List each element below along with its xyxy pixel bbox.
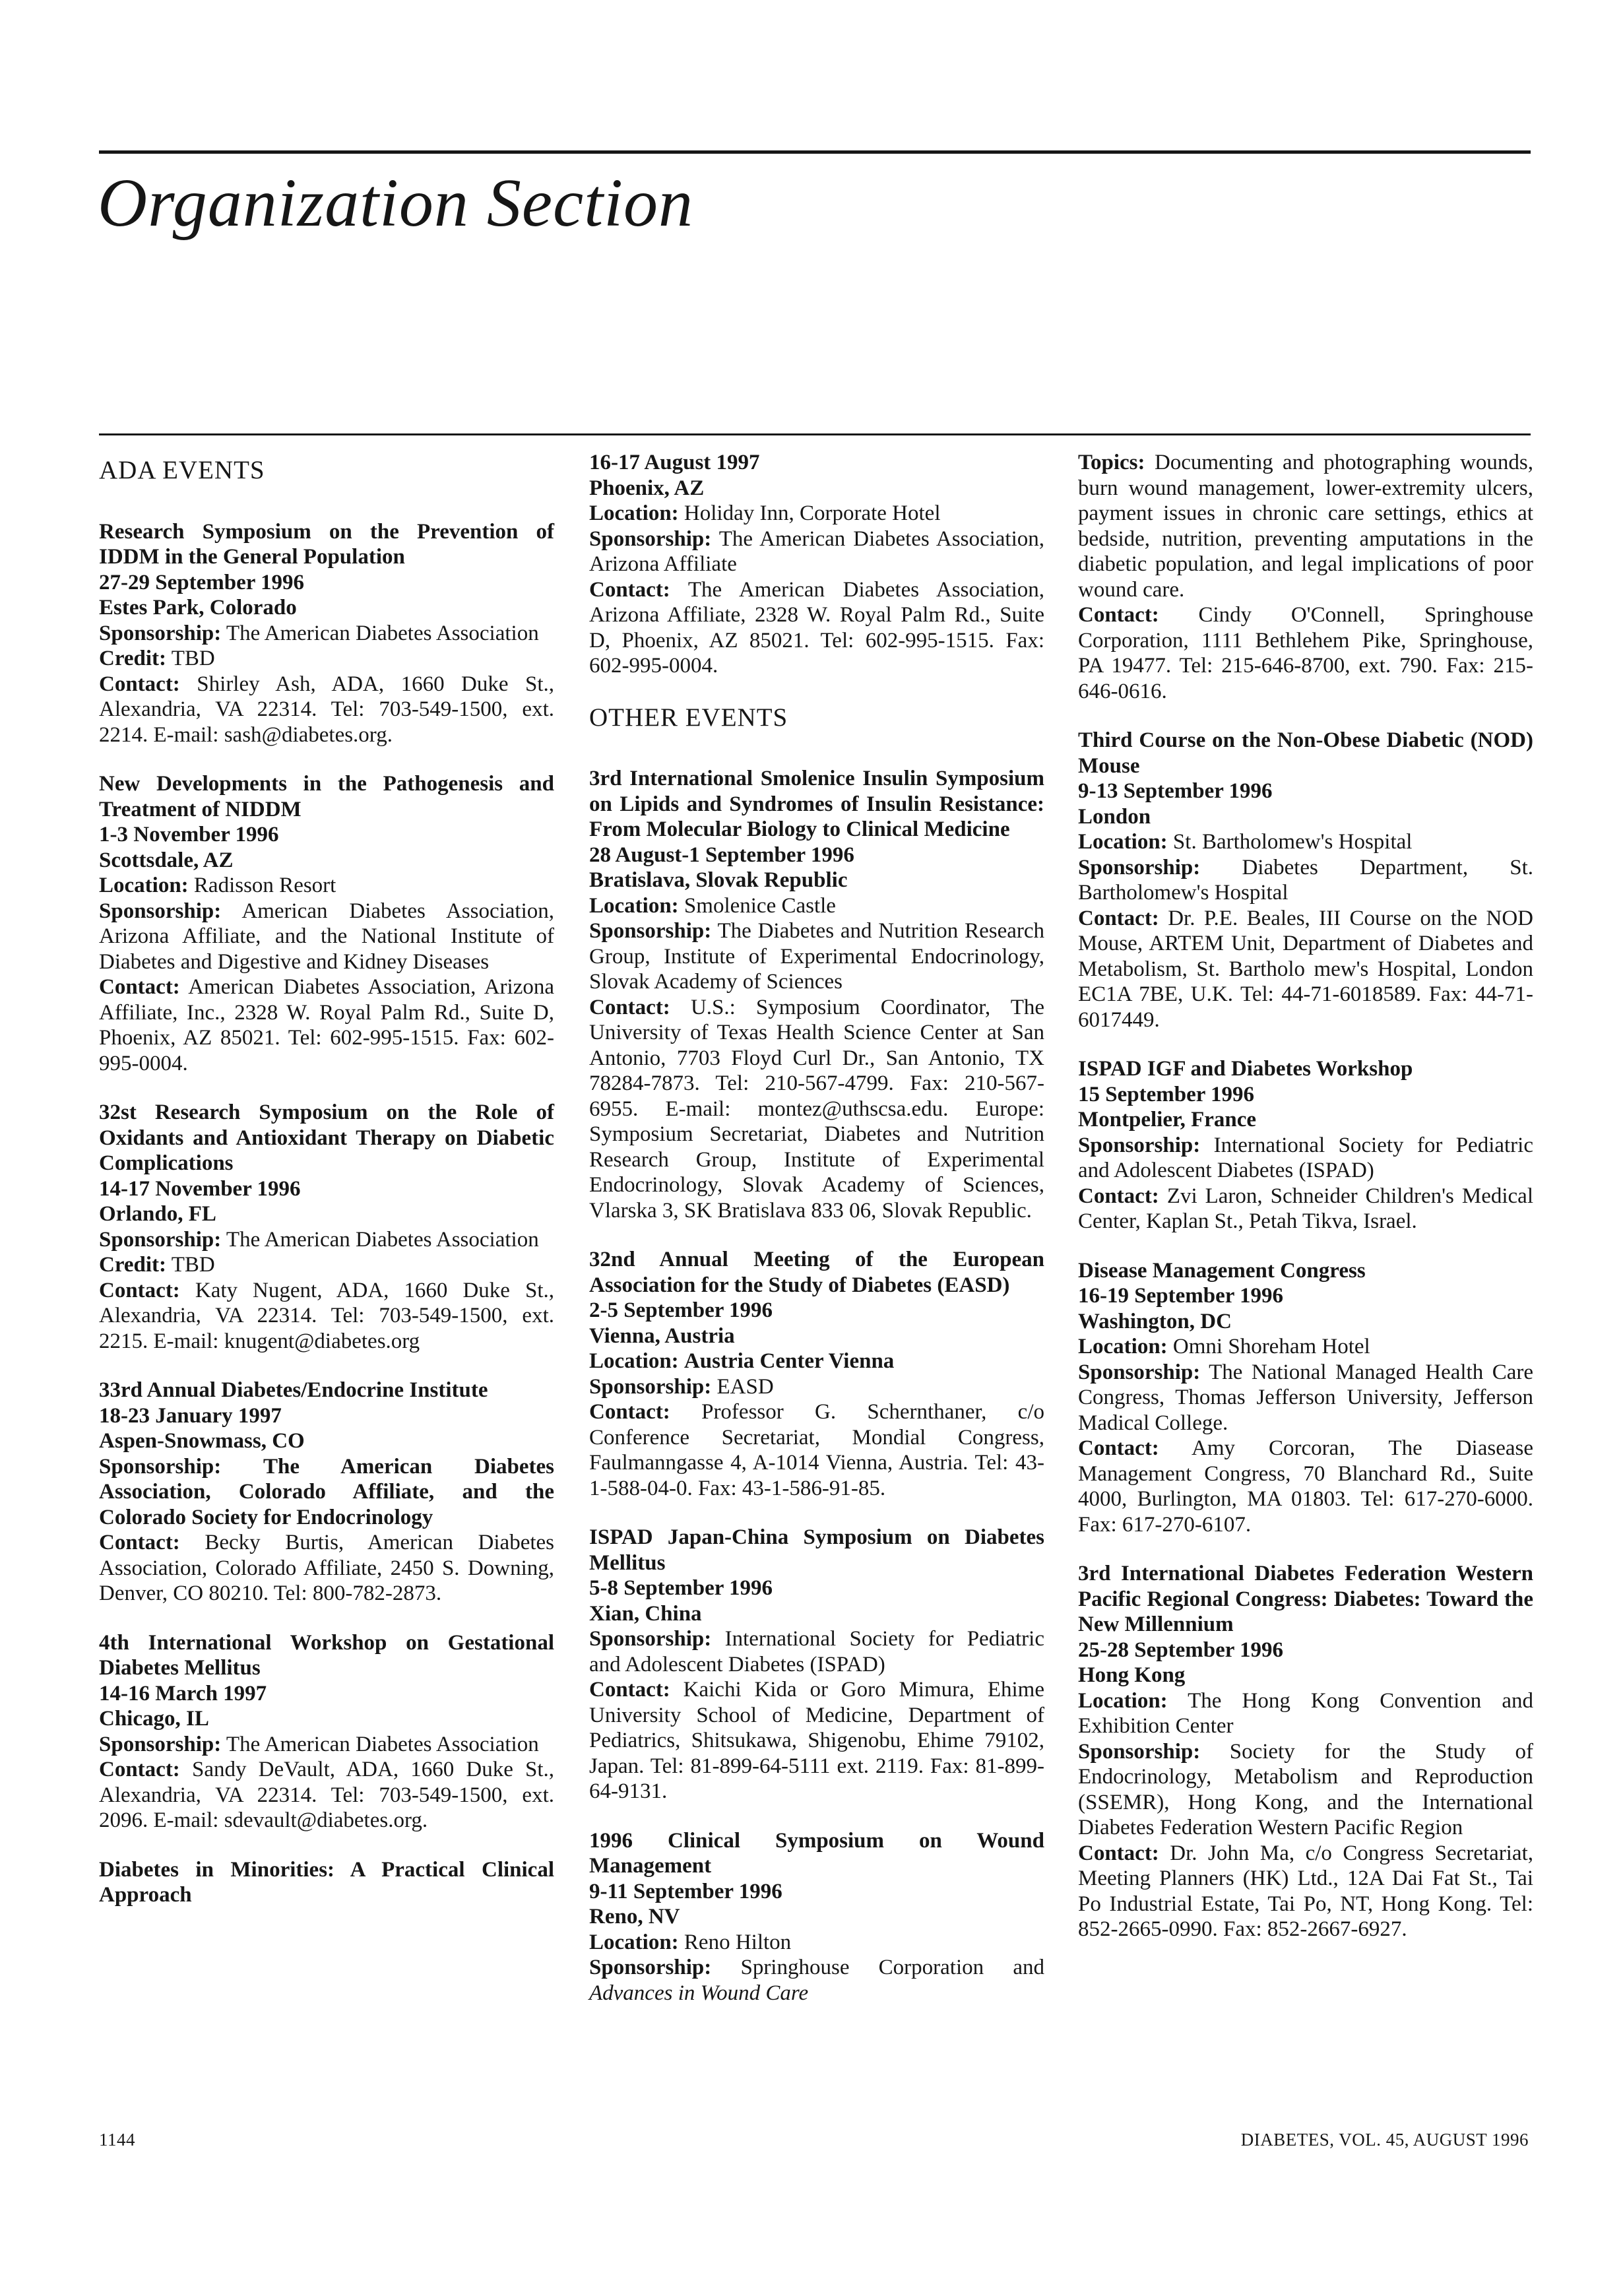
- field-label: Sponsorship:: [99, 1227, 222, 1252]
- event-place: Chicago, IL: [99, 1707, 209, 1731]
- field-value: Documenting and photographing wounds, burn wound management, lower-extremity ulcers, payment issues in chronic care settings, ethics at bedside, nutrition, preventing amputations in the diabetic population, and legal implications of poor wound care.: [1078, 451, 1533, 602]
- event-dates: 25-28 September 1996: [1078, 1638, 1284, 1662]
- field-value: TBD: [171, 1253, 215, 1277]
- field-value: U.S.: Symposium Coordinator, The University of Texas Health Science Center at San Antonio, 7703 Floyd Curl Dr., San Antonio, TX 78284-7873. Tel: 210-567-4799. Fax: 210-567-6955. E-mail: montez@uthscsa.edu. Europe: Symposium Secretariat, Diabetes and Nutrition Research Group, Institute of Experimental Endocrinology, Slovak Academy of Sciences, Vlarska 3, SK Bratislava 833 06, Slovak Republic.: [589, 995, 1045, 1223]
- field-value: American Diabetes Association, Arizona Affiliate, Inc., 2328 W. Royal Palm Rd., Suite D, Phoenix, AZ 85021. Tel: 602-995-1515. Fax: 602-995-0004.: [99, 975, 554, 1075]
- event-credit: [99, 646, 554, 672]
- field-label: Contact:: [1078, 1436, 1159, 1460]
- field-value: St. Bartholomew's Hospital: [1172, 830, 1413, 854]
- event-sponsorship: [589, 918, 1044, 995]
- event-entry: [99, 1630, 554, 1834]
- event-place: Hong Kong: [1078, 1663, 1186, 1687]
- field-label: Contact:: [99, 1758, 180, 1782]
- field-value: American Diabetes Association, Arizona Affiliate, and the National Institute of Diabetes and Digestive and Kidney Diseases: [99, 899, 555, 974]
- event-sponsorship: [99, 621, 554, 647]
- field-value: Reno Hilton: [684, 1930, 792, 1954]
- field-value: The Diabetes and Nutrition Research Group, Institute of Experimental Endocrinology, Slovak Academy of Sciences: [589, 919, 1045, 994]
- event-place: Estes Park, Colorado: [99, 596, 297, 620]
- section-rule: [99, 433, 1531, 435]
- event-sponsorship: [1078, 855, 1533, 906]
- field-label: Location:: [1078, 1335, 1168, 1358]
- field-label: Sponsorship:: [99, 899, 222, 923]
- event-location: [589, 1930, 1044, 1956]
- field-value: Amy Corcoran, The Diasease Management Congress, 70 Blanchard Rd., Suite 4000, Burlington, MA 01803. Tel: 617-270-6000. Fax: 617-270-6107.: [1078, 1436, 1534, 1537]
- field-label: Sponsorship:: [99, 621, 222, 645]
- event-entry: [99, 1378, 554, 1607]
- event-entry-continuation: [1078, 450, 1533, 704]
- event-title: New Developments in the Pathogenesis and Treatment of NIDDM: [99, 772, 554, 821]
- event-title: Third Course on the Non-Obese Diabetic (NOD) Mouse: [1078, 728, 1533, 778]
- field-value: Cindy O'Connell, Springhouse Corporation, 1111 Bethlehem Pike, Springhouse, PA 19477. Tel: 215-646-8700, ext. 790. Fax: 215-646-0616.: [1078, 603, 1534, 703]
- field-value: Smolenice Castle: [684, 893, 836, 918]
- event-place: Montpelier, France: [1078, 1108, 1257, 1132]
- field-label: Contact:: [99, 1278, 180, 1302]
- event-entry: [99, 771, 554, 1076]
- field-value: TBD: [171, 647, 215, 671]
- event-title: 32st Research Symposium on the Role of Oxidants and Antioxidant Therapy on Diabetic Complications: [99, 1100, 554, 1176]
- field-label: Contact:: [589, 577, 670, 602]
- page-title: Organization Section: [98, 165, 693, 241]
- event-contact: [99, 1278, 554, 1355]
- event-dates: 16-17 August 1997: [589, 451, 760, 474]
- field-label: Contact:: [1078, 906, 1159, 930]
- event-place: Phoenix, AZ: [589, 476, 705, 500]
- event-contact: [589, 1399, 1044, 1501]
- event-dates: 2-5 September 1996: [589, 1298, 773, 1323]
- field-value: Sandy DeVault, ADA, 1660 Duke St., Alexandria, VA 22314. Tel: 703-549-1500, ext. 2096. E-mail: sdevault@diabetes.org.: [99, 1758, 555, 1833]
- section-heading-other: OTHER EVENTS: [589, 703, 788, 732]
- field-value: The American Diabetes Association: [226, 1732, 539, 1756]
- field-label: Contact:: [1078, 603, 1159, 627]
- event-contact: [589, 995, 1044, 1224]
- field-label: Contact:: [99, 672, 180, 696]
- event-entry: [589, 1828, 1044, 2006]
- field-label: Contact:: [589, 1678, 670, 1702]
- field-label: Contact:: [589, 1400, 670, 1424]
- event-entry: [99, 1100, 554, 1354]
- field-label: Sponsorship:: [1078, 1133, 1201, 1157]
- event-location: [99, 873, 554, 899]
- field-value: Radisson Resort: [193, 874, 336, 898]
- event-contact: [1078, 1841, 1533, 1942]
- event-contact: [99, 1757, 554, 1834]
- event-location: [589, 501, 1044, 526]
- event-dates: 15 September 1996: [1078, 1082, 1255, 1106]
- event-location: [589, 1349, 1044, 1374]
- event-sponsorship: [1078, 1133, 1533, 1184]
- event-dates: 14-17 November 1996: [99, 1176, 301, 1201]
- field-label: Location:: [589, 1930, 679, 1954]
- field-value: Katy Nugent, ADA, 1660 Duke St., Alexandria, VA 22314. Tel: 703-549-1500, ext. 2215. E-mail: knugent@diabetes.org: [99, 1278, 555, 1353]
- field-value: International Society for Pediatric and Adolescent Diabetes (ISPAD): [1078, 1133, 1533, 1182]
- field-value: The American Diabetes Association: [226, 621, 539, 645]
- event-location: [589, 893, 1044, 919]
- event-entry-continued: [99, 1857, 554, 1908]
- event-title: 32nd Annual Meeting of the European Association for the Study of Diabetes (EASD): [589, 1248, 1044, 1297]
- field-label: Location:: [1078, 830, 1168, 854]
- event-dates: 1-3 November 1996: [99, 823, 279, 847]
- event-dates: 28 August-1 September 1996: [589, 843, 854, 867]
- event-sponsorship: [589, 1955, 1044, 2006]
- field-label: Sponsorship:: [589, 526, 712, 551]
- field-value: Kaichi Kida or Goro Mimura, Ehime University School of Medicine, Department of Pediatrics, Shitsukawa, Shigenobu, Ehime 79102, Japan. Tel: 81-899-64-5111 ext. 2119. Fax: 81-899-64-9131.: [589, 1678, 1044, 1804]
- field-value: The American Diabetes Association: [226, 1227, 539, 1252]
- event-entry: [589, 1525, 1044, 1804]
- event-dates: 9-11 September 1996: [589, 1879, 782, 1903]
- event-sponsorship: [99, 899, 554, 975]
- event-title: 3rd International Smolenice Insulin Symposium on Lipids and Syndromes of Insulin Resistance: From Molecular Biology to Clinical Medicine: [589, 767, 1044, 842]
- column-1: [99, 450, 554, 1932]
- field-label: Location:: [589, 501, 679, 525]
- event-title: 4th International Workshop on Gestational Diabetes Mellitus: [99, 1630, 554, 1680]
- event-title: Disease Management Congress: [1078, 1258, 1366, 1283]
- event-contact: [589, 1677, 1044, 1804]
- event-title: 3rd International Diabetes Federation Western Pacific Regional Congress: Diabetes: Toward the New Millennium: [1078, 1562, 1533, 1636]
- field-value: Shirley Ash, ADA, 1660 Duke St., Alexandria, VA 22314. Tel: 703-549-1500, ext. 2214. E-mail: sash@diabetes.org.: [99, 672, 555, 747]
- event-location: [1078, 1334, 1533, 1360]
- field-value: The American Diabetes Association, Arizona Affiliate: [589, 526, 1045, 576]
- event-place: Aspen-Snowmass, CO: [99, 1429, 305, 1453]
- event-place: London: [1078, 804, 1151, 829]
- field-label: Location:: [589, 1349, 679, 1374]
- page-number: 1144: [99, 2130, 135, 2150]
- field-label: Credit:: [99, 1253, 167, 1277]
- event-place: Bratislava, Slovak Republic: [589, 868, 848, 893]
- event-contact: [1078, 1436, 1533, 1537]
- event-dates: 27-29 September 1996: [99, 570, 305, 594]
- field-value: Professor G. Schernthaner, c/o Conference Secretariat, Mondial Congress, Faulmanngasse 4, A-1014 Vienna, Austria. Tel: 43-1-588-04-0. Fax: 43-1-586-91-85.: [589, 1400, 1044, 1500]
- field-label: Contact:: [1078, 1184, 1159, 1208]
- event-location: [1078, 829, 1533, 855]
- field-value: EASD: [716, 1374, 774, 1399]
- field-label: Contact:: [99, 1531, 180, 1555]
- event-location: [1078, 1688, 1533, 1739]
- field-value: The American Diabetes Association, Colorado Affiliate, and the Colorado Society for Endocrinology: [99, 1454, 555, 1529]
- event-entry: [1078, 728, 1533, 1033]
- field-label: Sponsorship:: [1078, 855, 1201, 879]
- event-entry: [1078, 1056, 1533, 1234]
- event-place: Vienna, Austria: [589, 1323, 735, 1348]
- event-dates: 16-19 September 1996: [1078, 1284, 1284, 1308]
- field-label: Location:: [99, 874, 189, 898]
- event-entry: [589, 1247, 1044, 1501]
- field-label: Contact:: [1078, 1841, 1159, 1865]
- event-place: Scottsdale, AZ: [99, 848, 234, 872]
- field-label: Sponsorship:: [589, 1374, 712, 1399]
- field-label: Location:: [589, 893, 679, 918]
- column-3: [1078, 450, 1533, 1966]
- event-dates: 9-13 September 1996: [1078, 779, 1273, 803]
- event-entry-continuation: [589, 450, 1044, 679]
- field-value: Austria Center Vienna: [684, 1349, 895, 1374]
- field-label: Contact:: [99, 975, 180, 1000]
- event-contact: [99, 974, 554, 1076]
- field-value: Zvi Laron, Schneider Children's Medical Center, Kaplan St., Petah Tikva, Israel.: [1078, 1184, 1534, 1233]
- event-place: Washington, DC: [1078, 1309, 1232, 1333]
- event-dates: 14-16 March 1997: [99, 1681, 267, 1706]
- event-sponsorship: [589, 526, 1044, 577]
- field-value: Society for the Study of Endocrinology, Metabolism and Reproduction (SSEMR), Hong Kong, and the International Diabetes Federation Western Pacific Region: [1078, 1739, 1534, 1839]
- field-label: Sponsorship:: [589, 1956, 712, 1980]
- field-label: Sponsorship:: [1078, 1739, 1201, 1764]
- field-value: International Society for Pediatric and Adolescent Diabetes (ISPAD): [589, 1627, 1044, 1676]
- field-label: Sponsorship:: [589, 1627, 712, 1651]
- event-title: 33rd Annual Diabetes/Endocrine Institute: [99, 1378, 488, 1403]
- event-contact: [1078, 602, 1533, 704]
- event-title: Diabetes in Minorities: A Practical Clinical Approach: [99, 1857, 554, 1907]
- event-contact: [1078, 1184, 1533, 1234]
- field-value: Omni Shoreham Hotel: [1172, 1335, 1370, 1358]
- event-title: Research Symposium on the Prevention of IDDM in the General Population: [99, 519, 554, 569]
- event-sponsorship: [1078, 1739, 1533, 1841]
- event-dates: 18-23 January 1997: [99, 1403, 282, 1428]
- event-credit: [99, 1252, 554, 1278]
- field-label: Sponsorship:: [99, 1732, 222, 1756]
- event-sponsorship: [99, 1227, 554, 1253]
- event-entry: [99, 519, 554, 748]
- field-value: The American Diabetes Association, Arizona Affiliate, 2328 W. Royal Palm Rd., Suite D, Phoenix, AZ 85021. Tel: 602-995-1515. Fax: 602-995-0004.: [589, 577, 1044, 678]
- event-place: Orlando, FL: [99, 1202, 216, 1227]
- event-dates: 5-8 September 1996: [589, 1576, 773, 1601]
- field-label: Sponsorship:: [99, 1454, 222, 1479]
- event-title: ISPAD Japan-China Symposium on Diabetes Mellitus: [589, 1525, 1044, 1575]
- event-sponsorship: [99, 1454, 554, 1531]
- event-entry: [589, 766, 1044, 1223]
- field-value: The National Managed Health Care Congress, Thomas Jefferson University, Jefferson Madical College.: [1078, 1360, 1533, 1435]
- event-sponsorship: [589, 1374, 1044, 1400]
- event-entry: [1078, 1258, 1533, 1538]
- event-contact: [99, 672, 554, 748]
- event-sponsorship: [1078, 1360, 1533, 1436]
- event-place: Xian, China: [589, 1601, 702, 1626]
- event-entry: [1078, 1561, 1533, 1942]
- event-place: Reno, NV: [589, 1905, 680, 1929]
- field-label: Credit:: [99, 647, 167, 671]
- field-value: Springhouse Corporation and: [740, 1956, 1044, 1980]
- journal-footer: DIABETES, VOL. 45, AUGUST 1996: [1240, 2130, 1529, 2150]
- field-value: Dr. P.E. Beales, III Course on the NOD Mouse, ARTEM Unit, Department of Diabetes and Metabolism, St. Bartholo mew's Hospital, London EC1A 7BE, U.K. Tel: 44-71-6018589. Fax: 44-71-6017449.: [1078, 906, 1533, 1032]
- column-2: [589, 450, 1044, 2029]
- event-sponsorship: [589, 1626, 1044, 1677]
- field-value: Diabetes Department, St. Bartholomew's Hospital: [1078, 855, 1534, 905]
- field-value: Dr. John Ma, c/o Congress Secretariat, Meeting Planners (HK) Ltd., 12A Dai Fat St., Tai Po Industrial Estate, Tai Po, NT, Hong Kong. Tel: 852-2665-0990. Fax: 852-2667-6927.: [1078, 1841, 1533, 1941]
- field-label: Contact:: [589, 995, 670, 1019]
- field-value: Holiday Inn, Corporate Hotel: [684, 501, 941, 525]
- event-contact: [1078, 906, 1533, 1033]
- section-heading-ada: ADA EVENTS: [99, 456, 265, 484]
- field-value: The Hong Kong Convention and Exhibition Center: [1078, 1688, 1533, 1738]
- field-label: Sponsorship:: [1078, 1360, 1201, 1384]
- event-sponsorship: [99, 1732, 554, 1758]
- field-label: Topics:: [1078, 451, 1145, 474]
- field-label: Sponsorship:: [589, 919, 712, 943]
- event-title: ISPAD IGF and Diabetes Workshop: [1078, 1057, 1413, 1081]
- field-value: Becky Burtis, American Diabetes Association, Colorado Affiliate, 2450 S. Downing, Denver, CO 80210. Tel: 800-782-2873.: [99, 1531, 555, 1606]
- field-label: Location:: [1078, 1688, 1168, 1713]
- event-contact: [99, 1530, 554, 1607]
- event-contact: [589, 577, 1044, 679]
- top-rule: [99, 150, 1531, 154]
- event-topics: [1078, 450, 1533, 602]
- event-title: 1996 Clinical Symposium on Wound Management: [589, 1828, 1044, 1878]
- field-value-italic: Advances in Wound Care: [589, 1981, 809, 2005]
